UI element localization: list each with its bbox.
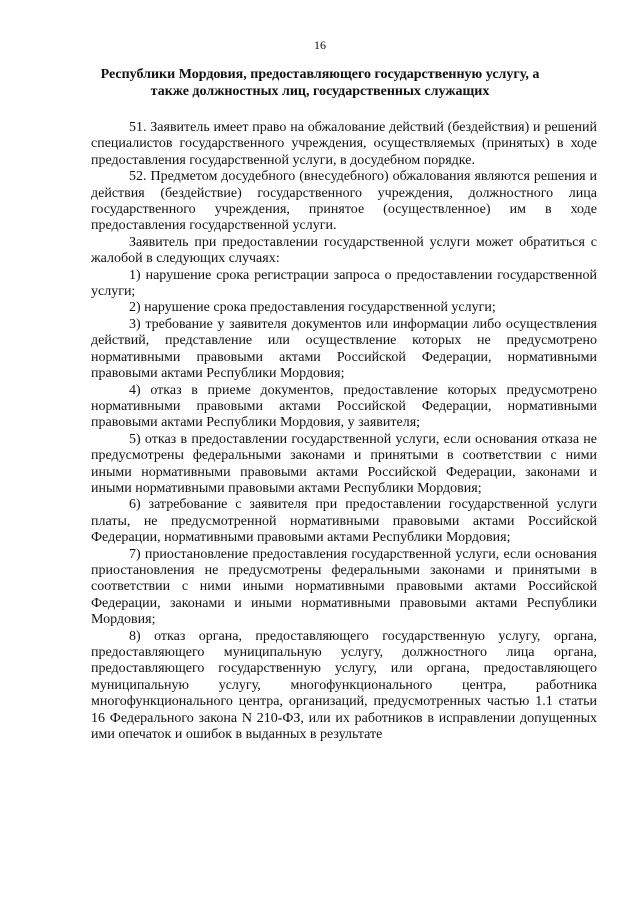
list-item-4: 4) отказ в приеме документов, предоставление которых предусмотрено нормативными правовыми актами Российской Федерации, нормативными правовыми актами Республики Мордовия, у заявителя; bbox=[91, 382, 597, 431]
list-item-5: 5) отказ в предоставлении государственной услуги, если основания отказа не предусмотрены федеральными законами и принятыми в соответствии с ними иными нормативными правовыми актами Российской Федерации, законами и иными нормативными правовыми актами Республики Мордовия; bbox=[91, 431, 597, 496]
list-item-1: 1) нарушение срока регистрации запроса о предоставлении государственной услуги; bbox=[91, 267, 597, 300]
body-text bbox=[91, 120, 597, 743]
list-item-6: 6) затребование с заявителя при предоставлении государственной услуги платы, не предусмотренной нормативными правовыми актами Российской Федерации, нормативными правовыми актами Республики Мордовия; bbox=[91, 497, 597, 546]
list-item-2: 2) нарушение срока предоставления государственной услуги; bbox=[129, 300, 496, 316]
list-item-3: 3) требование у заявителя документов или информации либо осуществления действий, представление или осуществление которых не предусмотрено нормативными правовыми актами Российской Федерации, нормативными правовыми актами Республики Мордовия; bbox=[91, 316, 597, 382]
paragraph-51: 51. Заявитель имеет право на обжалование действий (бездействия) и решений специалистов государственного учреждения, осуществляемых (принятых) в ходе предоставления государственной услуги, в досудебном порядке. bbox=[91, 120, 597, 168]
list-item-8: 8) отказ органа, предоставляющего государственную услугу, органа, предоставляющего муниципальную услугу, должностного лица органа, предоставляющего государственную услугу, или органа, предоставляющего муниципальную услугу, многофункционального центра, работника многофункционального центра, организаций, предусмотренных частью 1.1 статьи 16 Федерального закона N 210-ФЗ, или их работников в исправлении допущенных ими опечаток и ошибок в выданных в результате bbox=[91, 628, 597, 743]
list-item-7: 7) приостановление предоставления государственной услуги, если основания приостановления не предусмотрены федеральными законами и принятыми в соответствии с ними иными нормативными правовыми актами Российской Федерации, законами и иными нормативными правовыми актами Республики Мордовия; bbox=[91, 546, 597, 628]
paragraph-complaint-cases: Заявитель при предоставлении государственной услуги может обратиться с жалобой в следующих случаях: bbox=[91, 234, 597, 267]
section-heading: Республики Мордовия, предоставляющего государственную услугу, а также должностных лиц, государственных служащих bbox=[100, 67, 540, 99]
page-number: 16 bbox=[314, 38, 326, 52]
paragraph-52: 52. Предметом досудебного (внесудебного) обжалования являются решения и действия (бездействие) государственного учреждения, должностного лица государственного учреждения, принятое (осуществленное) им в ходе предоставления государственной услуги. bbox=[91, 169, 597, 234]
